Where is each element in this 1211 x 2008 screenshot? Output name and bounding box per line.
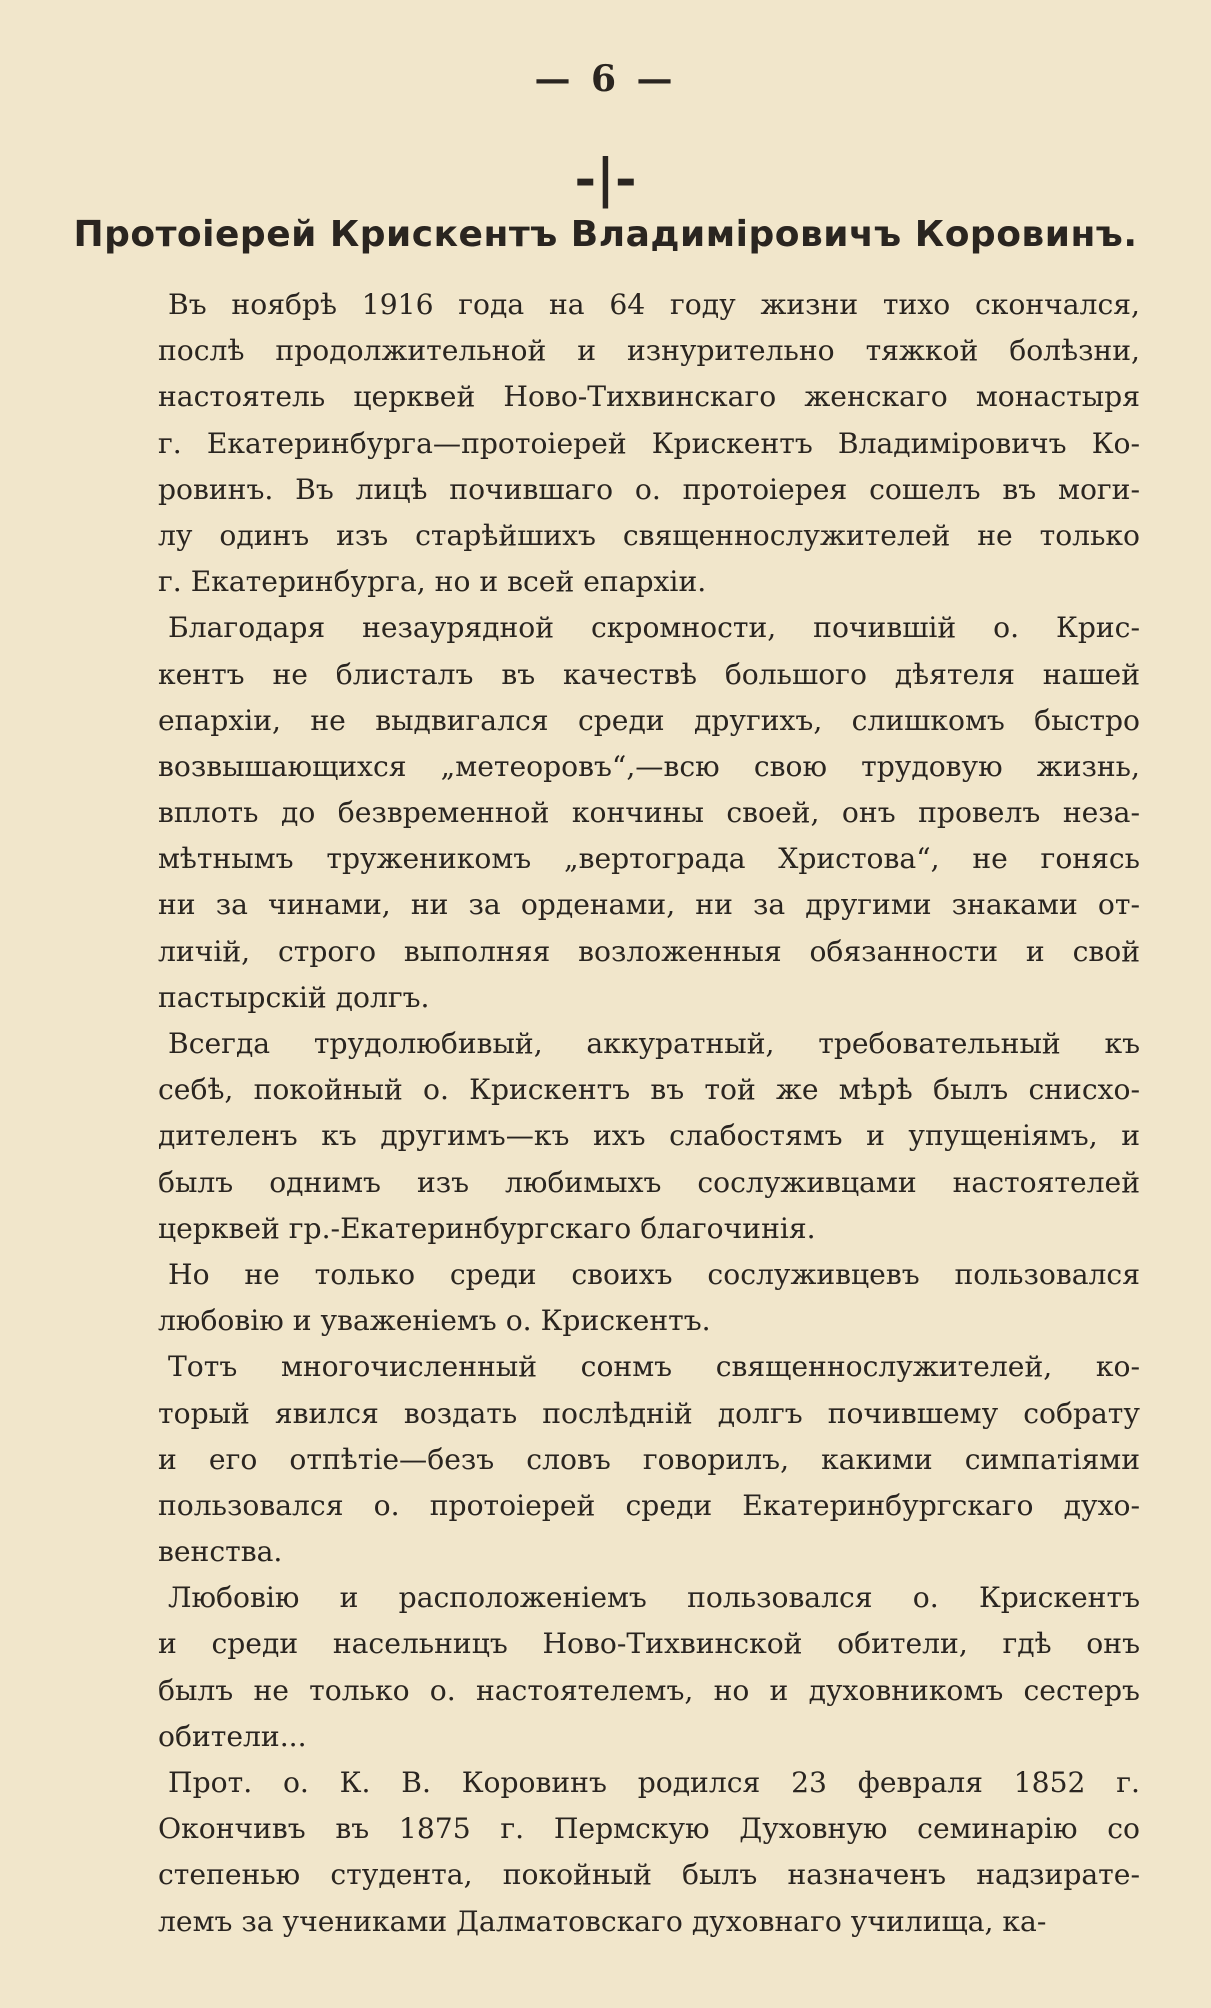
text-line: возвышающихся „метеоровъ“,—всю свою трудовую жизнь,: [158, 749, 1140, 783]
text-line: Любовію и расположеніемъ пользовался о. Крискентъ: [168, 1581, 1140, 1615]
paragraph: [158, 1760, 1140, 1945]
text-line: Тотъ многочисленный сонмъ священнослужителей, ко-: [168, 1350, 1140, 1384]
text-line: степенью студента, покойный былъ назначенъ надзирате-: [158, 1858, 1140, 1892]
text-line: личій, строго выполняя возложенныя обязанности и свой: [158, 934, 1140, 968]
text-line: Всегда трудолюбивый, аккуратный, требовательный къ: [168, 1027, 1140, 1060]
text-line: Но не только среди своихъ сослуживцевъ пользовался: [168, 1257, 1140, 1291]
text-line: кентъ не блисталъ въ качествѣ большого дѣятеля нашей: [158, 657, 1140, 691]
text-line: епархіи, не выдвигался среди другихъ, слишкомъ быстро: [158, 703, 1140, 737]
text-line: г. Екатеринбурга, но и всей епархіи.: [158, 565, 707, 599]
text-line: настоятель церквей Ново-Тихвинскаго женскаго монастыря: [158, 380, 1140, 414]
text-line: вплоть до безвременной кончины своей, онъ провелъ неза-: [158, 796, 1140, 830]
text-line: былъ однимъ изъ любимыхъ сослуживцами настоятелей: [158, 1165, 1140, 1199]
page-title: Протоіерей Крискентъ Владиміровичъ Коровинъ.: [73, 214, 1138, 255]
text-line: дителенъ къ другимъ—къ ихъ слабостямъ и упущеніямъ, и: [158, 1119, 1140, 1153]
page-number: — 6 —: [534, 58, 677, 100]
text-line: пользовался о. протоіерей среди Екатеринбургскаго духо-: [158, 1488, 1140, 1522]
text-line: торый явился воздать послѣдній долгъ почившему собрату: [158, 1396, 1140, 1430]
text-line: Окончивъ въ 1875 г. Пермскую Духовную семинарію со: [158, 1812, 1140, 1846]
text-line: ровинъ. Въ лицѣ почившаго о. протоіерея сошелъ въ моги-: [158, 472, 1140, 506]
text-line: лу одинъ изъ старѣйшихъ священнослужителей не только: [158, 518, 1140, 552]
text-line: пастырскій долгъ.: [158, 980, 430, 1014]
section-mark: -|-: [574, 148, 637, 209]
text-line: и среди насельницъ Ново-Тихвинской обители, гдѣ онъ: [158, 1627, 1140, 1661]
text-line: себѣ, покойный о. Крискентъ въ той же мѣрѣ былъ снисхо-: [158, 1073, 1140, 1107]
text-line: ни за чинами, ни за орденами, ни за другими знаками от-: [158, 888, 1140, 922]
text-line: Благодаря незаурядной скромности, почившій о. Крис-: [168, 611, 1140, 645]
document-body: [158, 282, 1140, 1945]
text-line: Прот. о. К. В. Коровинъ родился 23 февраля 1852 г.: [168, 1766, 1140, 1799]
text-line: лемъ за учениками Далматовскаго духовнаго училища, ка-: [158, 1904, 1047, 1938]
text-line: обители...: [158, 1719, 307, 1753]
text-line: венства.: [158, 1535, 283, 1569]
paragraph: [158, 1344, 1140, 1575]
text-line: мѣтнымъ труженикомъ „вертограда Христова“, не гонясь: [158, 842, 1140, 876]
text-line: и его отпѣтіе—безъ словъ говорилъ, какими симпатіями: [158, 1442, 1140, 1476]
paragraph: [158, 1252, 1140, 1344]
text-line: послѣ продолжительной и изнурительно тяжкой болѣзни,: [158, 334, 1140, 368]
paragraph: [158, 1021, 1140, 1252]
text-line: церквей гр.-Екатеринбургскаго благочинія.: [158, 1211, 816, 1245]
text-line: былъ не только о. настоятелемъ, но и духовникомъ сестеръ: [158, 1673, 1140, 1707]
paragraph: [158, 282, 1140, 605]
paragraph: [158, 1575, 1140, 1760]
text-line: любовію и уваженіемъ о. Крискентъ.: [158, 1304, 711, 1338]
text-line: г. Екатеринбурга—протоіерей Крискентъ Владиміровичъ Ко-: [158, 426, 1140, 460]
paragraph: [158, 605, 1140, 1021]
text-line: Въ ноябрѣ 1916 года на 64 году жизни тихо скончался,: [168, 288, 1140, 321]
